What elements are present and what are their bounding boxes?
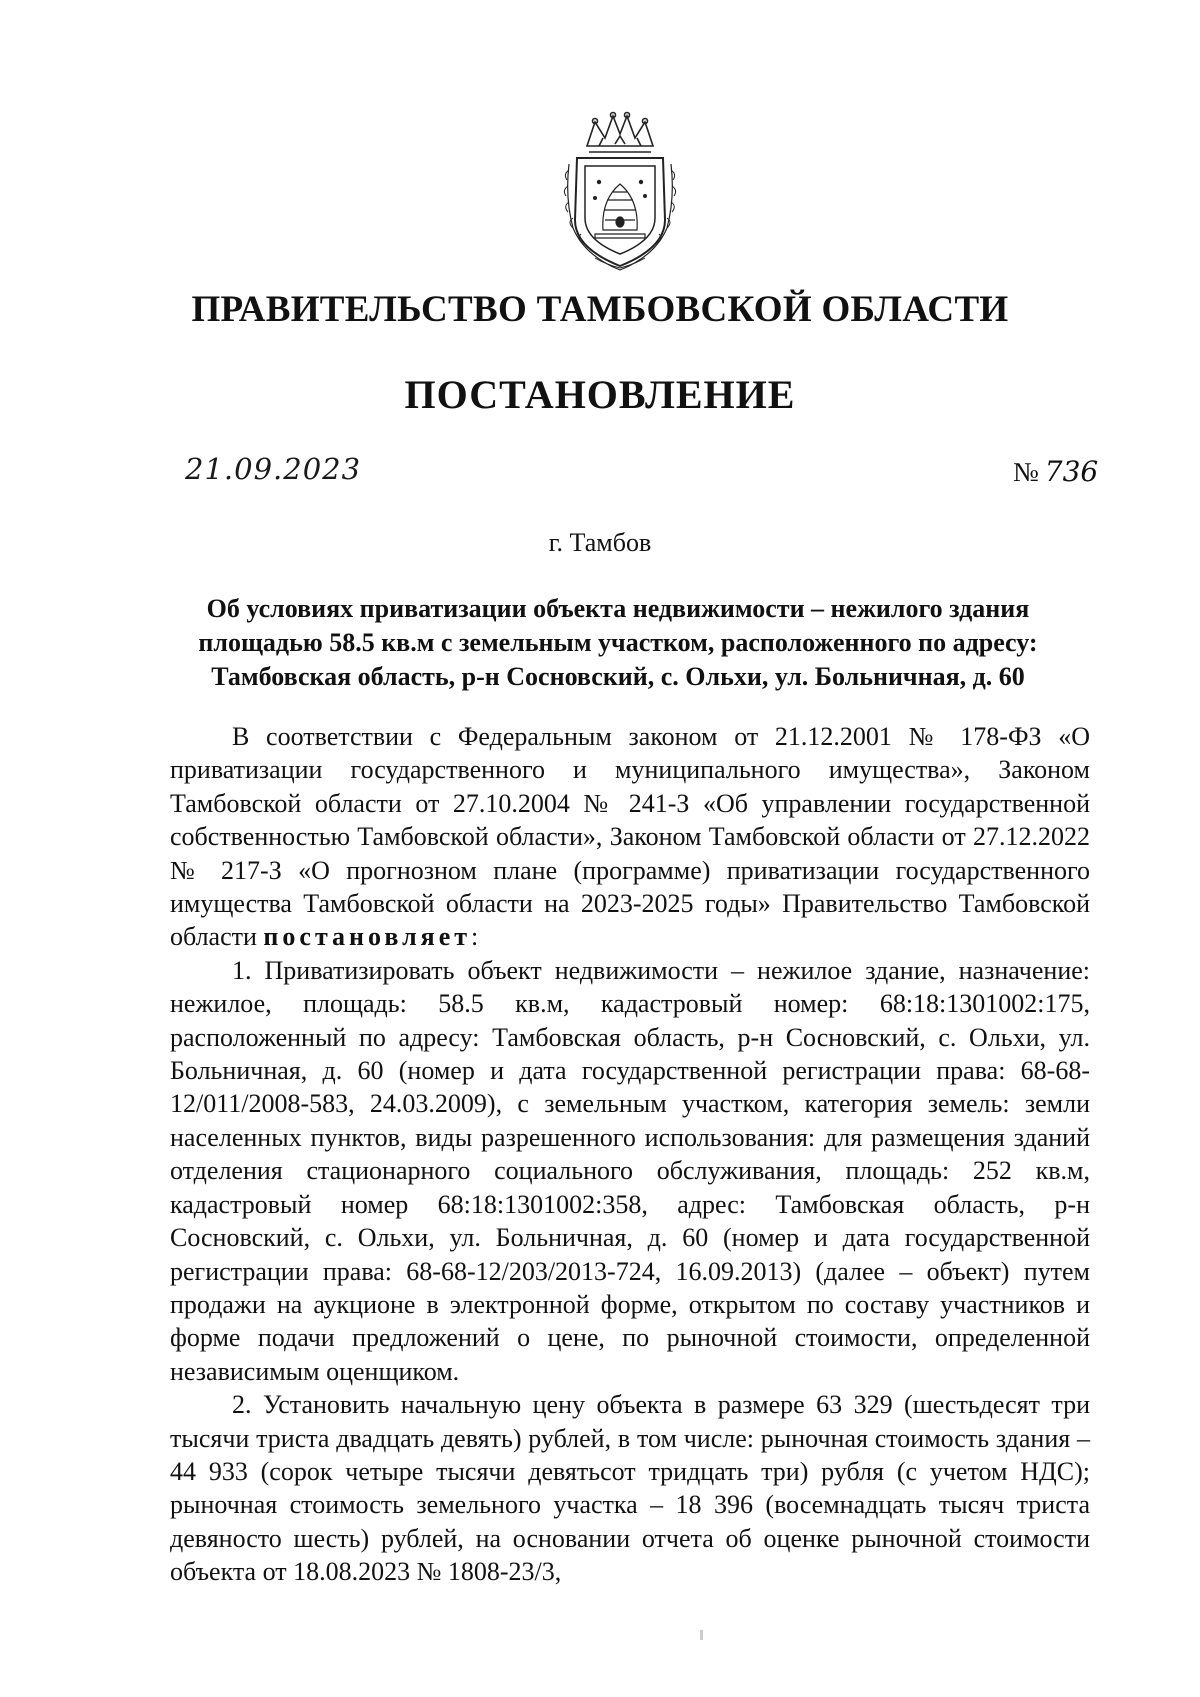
- document-subject: [150, 592, 1086, 694]
- item-1-paragraph: 1. Приватизировать объект недвижимости – нежилое здание, назначение: нежилое, площадь: 58.5 кв.м, кадастровый номер: 68:18:1301002:175, расположенный по адресу: Тамбовская область, р-н Сосновский, с. Ольхи, ул. Больничная, д. 60 (номер и дата государственной регистрации права: 68-68-12/011/2008-583, 24.03.2009), с земельным участком, категория земель: земли населенных пунктов, виды разрешенного использования: для размещения зданий отделения стационарного социального обслуживания, площадь: 252 кв.м, кадастровый номер 68:18:1301002:358, адрес: Тамбовская область, р-н Сосновский, с. Ольхи, ул. Больничная, д. 60 (номер и дата государственной регистрации права: 68-68-12/203/2013-724, 16.09.2013) (далее – объект) путем продажи на аукционе в электронной форме, открытом по составу участников и форме подачи предложений о цене, по рыночной стоимости, определенной независимым оценщиком.: [170, 955, 1090, 1386]
- subject-line: Тамбовская область, р-н Сосновский, с. Ольхи, ул. Больничная, д. 60: [211, 662, 1025, 691]
- government-title: ПРАВИТЕЛЬСТВО ТАМБОВСКОЙ ОБЛАСТИ: [191, 289, 1009, 330]
- subject-line: Об условиях приватизации объекта недвижимости – нежилого здания: [206, 594, 1030, 623]
- decree-colon: :: [471, 922, 479, 952]
- subject-line: площадью 58.5 кв.м с земельным участком, расположенного по адресу:: [198, 628, 1038, 657]
- handwritten-number: 736: [1044, 455, 1099, 488]
- item-2-paragraph: 2. Установить начальную цену объекта в размере 63 329 (шестьдесят три тысячи триста двадцать девять) рублей, в том числе: рыночная стоимость здания – 44 933 (сорок четыре тысячи девятьсот тридцать три) рубля (с учетом НДС); рыночная стоимость земельного участка – 18 396 (восемнадцать тысяч триста девяносто шесть) рублей, на основании отчета об оценке рыночной стоимости объекта от 18.08.2023 № 1808-23/3,: [170, 1390, 1090, 1587]
- handwritten-date: 21.09.2023: [185, 452, 362, 486]
- number-sign: №: [1013, 457, 1039, 487]
- tambov-coat-of-arms-emblem: [555, 108, 685, 273]
- decree-word: постановляет: [263, 922, 472, 952]
- scan-mark: [700, 1630, 703, 1640]
- preamble-text: В соответствии с Федеральным законом от 21.12.2001 № 178-ФЗ «О приватизации государственного и муниципального имущества», Законом Тамбовской области от 27.10.2004 № 241-З «Об управлении государственной собственностью Тамбовской области», Законом Тамбовской области от 27.12.2022 № 217-З «О прогнозном плане (программе) приватизации государственного имущества Тамбовской области на 2023-2025 годы» Правительство Тамбовской области: [170, 722, 1090, 952]
- city-line: г. Тамбов: [548, 528, 652, 557]
- document-number: [1013, 455, 1098, 488]
- document-type-title: ПОСТАНОВЛЕНИЕ: [404, 372, 796, 417]
- document-body: [170, 720, 1090, 1589]
- preamble-paragraph: [170, 720, 1090, 954]
